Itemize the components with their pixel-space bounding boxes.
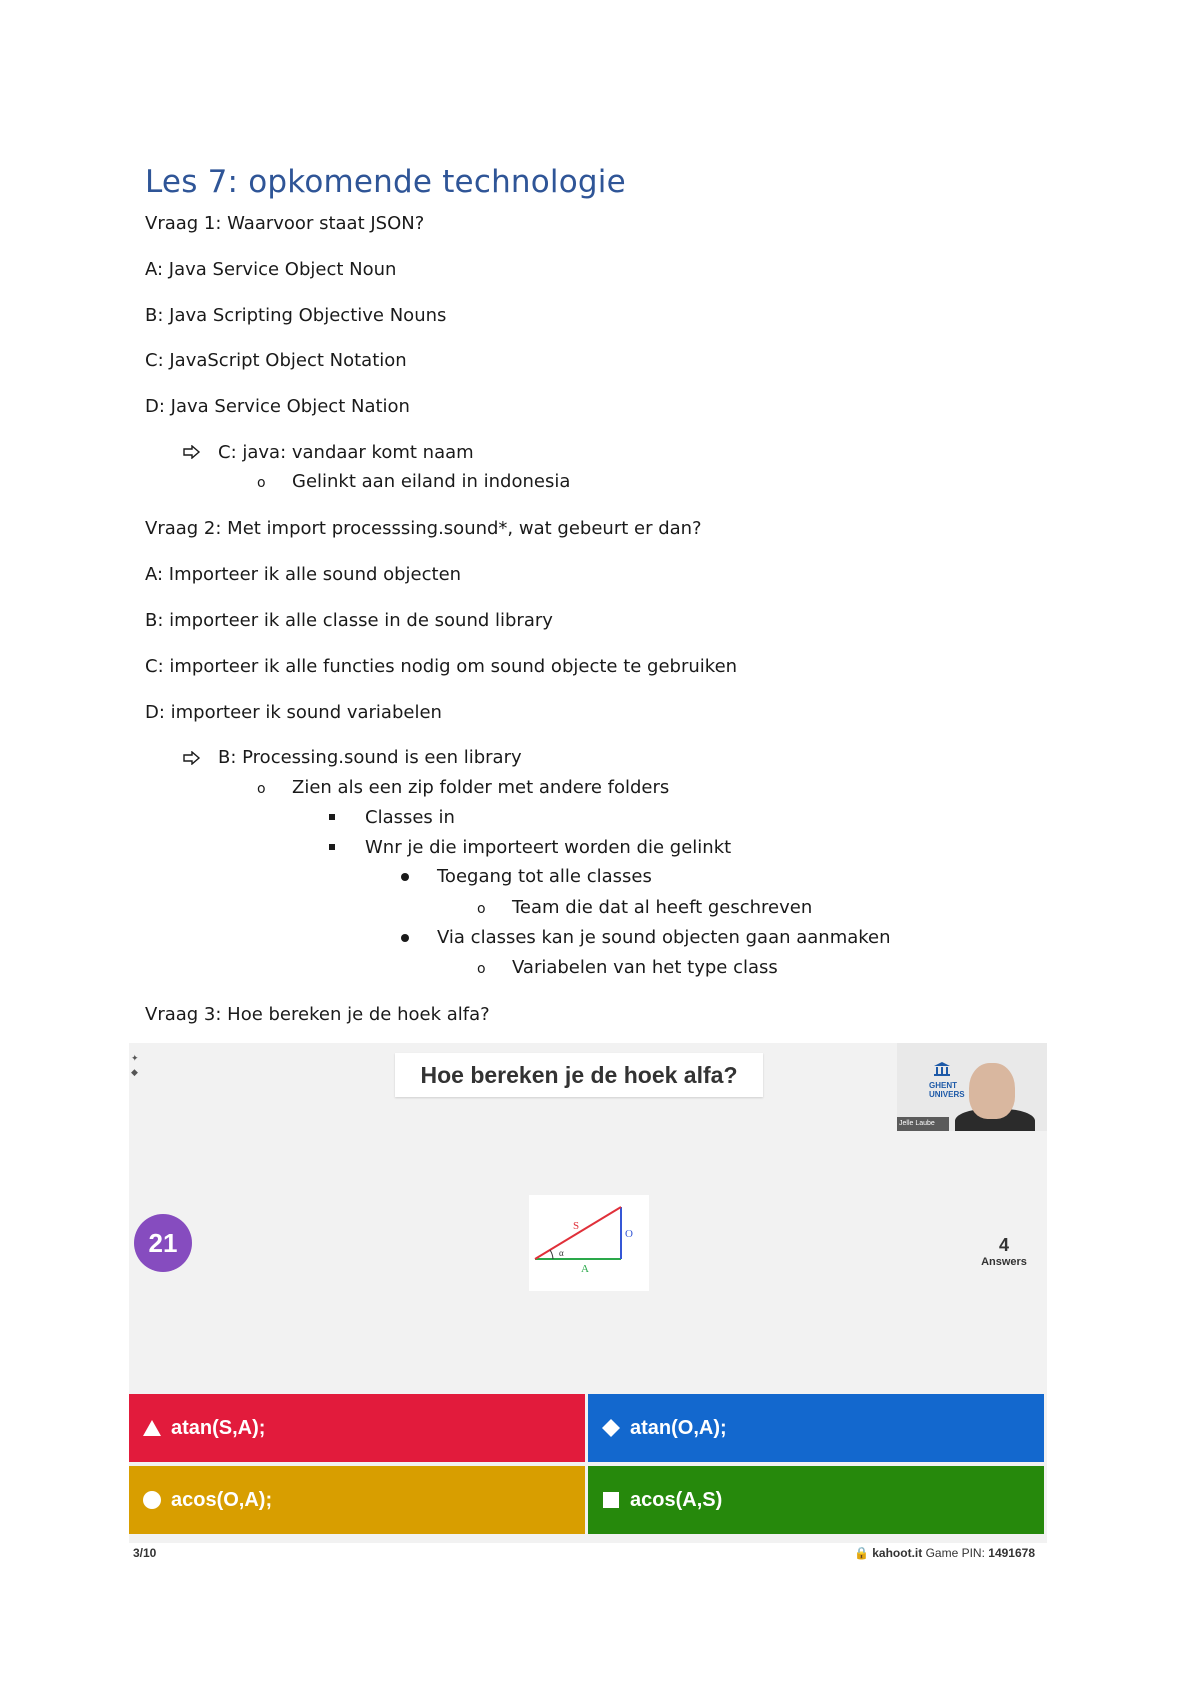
screen-control-icons: ✦ ◆ xyxy=(131,1053,139,1077)
kahoot-screenshot xyxy=(129,1043,1047,1564)
webcam-logo-text: GHENT UNIVERS xyxy=(929,1081,965,1099)
square-icon xyxy=(600,1489,622,1511)
triangle-diagram xyxy=(529,1195,649,1291)
triangle-icon xyxy=(141,1417,163,1439)
square-bullet-icon xyxy=(329,814,335,820)
q1-question: Vraag 1: Waarvoor staat JSON? xyxy=(145,213,425,234)
q2-question: Vraag 2: Met import processsing.sound*, wat gebeurt er dan? xyxy=(145,518,702,539)
q2-option-a: A: Importeer ik alle sound objecten xyxy=(145,564,462,585)
q1-option-a: A: Java Service Object Noun xyxy=(145,259,397,280)
answer-green-label: acos(A,S) xyxy=(630,1488,723,1511)
webcam-name: Jelle Laube xyxy=(897,1117,949,1131)
answer-yellow[interactable] xyxy=(129,1466,585,1534)
answer-red-label: atan(S,A); xyxy=(171,1416,266,1439)
circle-bullet-icon: o xyxy=(257,781,266,797)
q2-sub-import: Wnr je die importeert worden die gelinkt xyxy=(365,837,732,858)
dot-bullet-icon xyxy=(401,873,409,881)
q2-sub-team: Team die dat al heeft geschreven xyxy=(512,897,813,918)
university-icon xyxy=(933,1061,951,1077)
game-pin-label: Game PIN: xyxy=(925,1546,985,1560)
circle-bullet-icon: o xyxy=(477,901,486,917)
answer-blue-label: atan(O,A); xyxy=(630,1416,727,1439)
dot-bullet-icon xyxy=(401,934,409,942)
diamond-icon xyxy=(600,1417,622,1439)
q2-option-b: B: importeer ik alle classe in de sound library xyxy=(145,610,553,631)
webcam-video xyxy=(897,1043,1047,1131)
q2-sub-variables: Variabelen van het type class xyxy=(512,957,778,978)
q2-option-c: C: importeer ik alle functies nodig om sound objecte te gebruiken xyxy=(145,656,738,677)
label-o: O xyxy=(625,1228,633,1240)
q1-option-d: D: Java Service Object Nation xyxy=(145,396,410,417)
q3-question: Vraag 3: Hoe bereken je de hoek alfa? xyxy=(145,1004,490,1025)
countdown-timer: 21 xyxy=(134,1214,192,1272)
answer-red[interactable] xyxy=(129,1394,585,1462)
answer-yellow-label: acos(O,A); xyxy=(171,1488,273,1511)
kahoot-question: Hoe bereken je de hoek alfa? xyxy=(395,1053,763,1097)
q1-answer: C: java: vandaar komt naam xyxy=(218,442,474,463)
label-alpha: α xyxy=(559,1248,564,1258)
q2-option-d: D: importeer ik sound variabelen xyxy=(145,702,442,723)
lock-icon: 🔒 xyxy=(853,1546,869,1560)
q1-note: Gelinkt aan eiland in indonesia xyxy=(292,471,571,492)
q1-option-b: B: Java Scripting Objective Nouns xyxy=(145,305,447,326)
kahoot-site: kahoot.it xyxy=(872,1546,923,1560)
circle-icon xyxy=(141,1489,163,1511)
person-head xyxy=(969,1063,1015,1119)
answers-count-label: Answers xyxy=(981,1256,1027,1268)
label-a: A xyxy=(581,1263,589,1275)
q2-sub-via: Via classes kan je sound objecten gaan aanmaken xyxy=(437,927,891,948)
arrow-right-icon xyxy=(183,751,201,765)
arrow-right-icon xyxy=(183,445,201,459)
page-title: Les 7: opkomende technologie xyxy=(145,164,626,200)
square-bullet-icon xyxy=(329,844,335,850)
answers-counter xyxy=(969,1235,1039,1269)
question-progress: 3/10 xyxy=(133,1546,157,1560)
q2-answer: B: Processing.sound is een library xyxy=(218,747,522,768)
game-pin-info xyxy=(854,1546,1035,1560)
label-s: S xyxy=(573,1220,580,1232)
answer-blue[interactable] xyxy=(588,1394,1044,1462)
q2-sub-classes: Classes in xyxy=(365,807,455,828)
game-pin: 1491678 xyxy=(988,1546,1035,1560)
right-triangle-icon xyxy=(529,1195,649,1291)
answers-count-value: 4 xyxy=(998,1235,1009,1255)
circle-bullet-icon: o xyxy=(257,475,266,491)
answer-green[interactable] xyxy=(588,1466,1044,1534)
q2-sub-access: Toegang tot alle classes xyxy=(437,866,652,887)
q2-sub-zip: Zien als een zip folder met andere folders xyxy=(292,777,670,798)
circle-bullet-icon: o xyxy=(477,961,486,977)
q1-option-c: C: JavaScript Object Notation xyxy=(145,350,407,371)
